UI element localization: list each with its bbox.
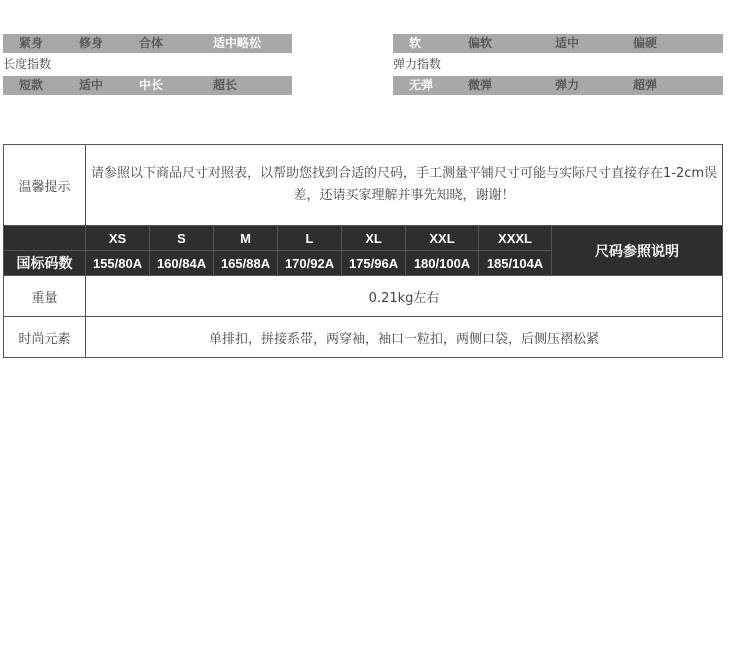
size-xl: XL — [342, 226, 406, 251]
tip-label: 温馨提示 — [4, 145, 86, 226]
weight-label: 重量 — [4, 276, 86, 317]
code-label: 国标码数 — [4, 251, 86, 276]
code-l: 170/92A — [278, 251, 342, 276]
size-s: S — [150, 226, 214, 251]
size-xxxl: XXXL — [479, 226, 552, 251]
style-value: 单排扣，拼接系带，两穿袖，袖口一粒扣，两侧口袋，后侧压褶松紧 — [86, 317, 723, 358]
style-label: 时尚元素 — [4, 317, 86, 358]
elasticity-option-none: 无弹 — [409, 78, 434, 92]
code-s: 160/84A — [150, 251, 214, 276]
softness-bar — [393, 34, 723, 53]
length-option-short: 短款 — [19, 78, 44, 92]
code-xs: 155/80A — [86, 251, 150, 276]
softness-option-hard: 偏硬 — [633, 36, 658, 50]
size-header-spacer — [4, 226, 86, 251]
elasticity-label: 弹力指数 — [393, 57, 442, 71]
fit-option-regular: 合体 — [139, 36, 164, 50]
fit-option-slim: 修身 — [79, 36, 104, 50]
code-xxxl: 185/104A — [479, 251, 552, 276]
elasticity-option-super: 超弹 — [633, 78, 658, 92]
guide-title: 尺码参照说明 — [552, 226, 723, 276]
size-xs: XS — [86, 226, 150, 251]
fit-option-loose: 适中略松 — [213, 36, 262, 50]
code-m: 165/88A — [214, 251, 278, 276]
size-m: M — [214, 226, 278, 251]
fit-bar — [3, 34, 292, 53]
softness-option-soft: 软 — [409, 36, 422, 50]
softness-option-slightly-soft: 偏软 — [468, 36, 493, 50]
length-label: 长度指数 — [3, 57, 52, 71]
length-option-midlong: 中长 — [139, 78, 164, 92]
code-xxl: 180/100A — [406, 251, 479, 276]
elasticity-bar — [393, 76, 723, 95]
softness-option-medium: 适中 — [555, 36, 580, 50]
elasticity-option-slight: 微弹 — [468, 78, 493, 92]
code-xl: 175/96A — [342, 251, 406, 276]
length-option-long: 超长 — [213, 78, 238, 92]
weight-value: 0.21kg左右 — [86, 276, 723, 317]
fit-option-tight: 紧身 — [19, 36, 44, 50]
size-xxl: XXL — [406, 226, 479, 251]
length-option-medium: 适中 — [79, 78, 104, 92]
size-table — [3, 144, 723, 358]
length-bar — [3, 76, 292, 95]
elasticity-option-elastic: 弹力 — [555, 78, 580, 92]
tip-text: 请参照以下商品尺寸对照表，以帮助您找到合适的尺码，手工测量平铺尺寸可能与实际尺寸直接存在1-2cm误差，还请买家理解并事先知晓，谢谢！ — [86, 145, 723, 226]
size-l: L — [278, 226, 342, 251]
